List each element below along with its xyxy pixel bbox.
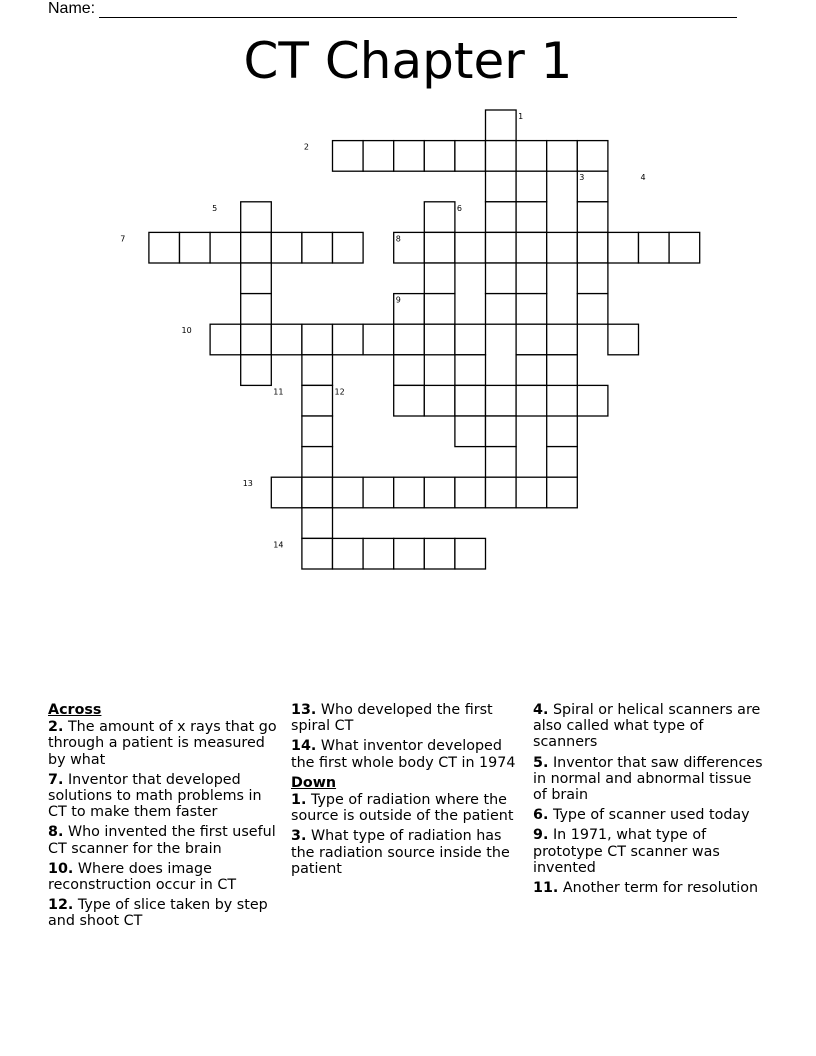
grid-cell[interactable]	[547, 232, 578, 263]
down-clue	[533, 702, 767, 751]
grid-cell[interactable]	[363, 324, 394, 355]
clue-text: What inventor developed the first whole body CT in 1974	[291, 738, 516, 771]
clue-number: 5.	[533, 754, 549, 771]
grid-cell[interactable]	[424, 538, 455, 569]
grid-cell[interactable]	[424, 477, 455, 508]
grid-cell[interactable]	[455, 355, 486, 386]
grid-cell[interactable]	[486, 385, 517, 416]
grid-cell[interactable]	[333, 141, 364, 172]
grid-cell[interactable]	[302, 324, 333, 355]
grid-cell[interactable]	[241, 263, 272, 294]
down-clue	[291, 792, 525, 824]
grid-cell[interactable]	[516, 385, 547, 416]
clue-text: Who developed the first spiral CT	[291, 702, 493, 735]
grid-cell[interactable]	[302, 477, 333, 508]
grid-cell[interactable]	[455, 385, 486, 416]
clue-number: 9.	[533, 827, 549, 844]
grid-cell[interactable]	[302, 447, 333, 478]
grid-cell[interactable]	[455, 538, 486, 569]
grid-cell[interactable]	[577, 385, 608, 416]
grid-cell[interactable]	[669, 232, 700, 263]
grid-cell[interactable]	[516, 202, 547, 233]
grid-cell[interactable]	[486, 447, 517, 478]
grid-cell[interactable]	[547, 477, 578, 508]
down-clue	[533, 807, 767, 823]
clue-number-label: 3	[579, 173, 585, 183]
clue-text: Inventor that developed solutions to math problems in CT to make them faster	[48, 771, 262, 821]
grid-cell[interactable]	[516, 477, 547, 508]
grid-cell[interactable]	[424, 232, 455, 263]
clue-column-3	[533, 702, 767, 900]
grid-cell[interactable]	[241, 355, 272, 386]
clue-text: What type of radiation has the radiation source inside the patient	[291, 828, 510, 877]
grid-cell[interactable]	[516, 171, 547, 202]
grid-cell[interactable]	[210, 324, 241, 355]
grid-cell[interactable]	[271, 324, 302, 355]
grid-cell[interactable]	[547, 447, 578, 478]
across-clue	[48, 861, 284, 893]
grid-cell[interactable]	[333, 324, 364, 355]
grid-cell[interactable]	[516, 232, 547, 263]
grid-cell[interactable]	[302, 385, 333, 416]
grid-cell[interactable]	[486, 477, 517, 508]
grid-cell[interactable]	[486, 294, 517, 325]
across-clue	[291, 702, 525, 734]
grid-cell[interactable]	[577, 141, 608, 172]
grid-cell[interactable]	[516, 141, 547, 172]
clue-number-label: 5	[212, 203, 218, 213]
clue-number: 4.	[533, 702, 549, 718]
grid-cell[interactable]	[455, 324, 486, 355]
grid-cell[interactable]	[424, 202, 455, 233]
down-clue	[533, 755, 767, 804]
clue-text: Spiral or helical scanners are also called what type of scanners	[533, 702, 761, 751]
grid-cell[interactable]	[547, 355, 578, 386]
grid-cell[interactable]	[516, 294, 547, 325]
grid-cell[interactable]	[639, 232, 670, 263]
grid-cell[interactable]	[302, 416, 333, 447]
grid-cell[interactable]	[241, 232, 272, 263]
clue-number-label: 10	[181, 326, 192, 336]
clue-number-label: 14	[273, 540, 284, 550]
clue-column-2	[291, 702, 525, 881]
down-clue	[533, 827, 767, 876]
grid-cell[interactable]	[516, 355, 547, 386]
grid-cell[interactable]	[149, 232, 180, 263]
grid-cell[interactable]	[363, 141, 394, 172]
grid-cell[interactable]	[302, 355, 333, 386]
clue-number: 1.	[291, 792, 307, 809]
grid-cell[interactable]	[577, 232, 608, 263]
grid-cell[interactable]	[363, 477, 394, 508]
down-heading: Down	[291, 774, 337, 791]
grid-cell[interactable]	[486, 141, 517, 172]
grid-cell[interactable]	[455, 416, 486, 447]
grid-cell[interactable]	[271, 477, 302, 508]
grid-cell[interactable]	[516, 324, 547, 355]
grid-cell[interactable]	[394, 141, 425, 172]
grid-cell[interactable]	[608, 324, 639, 355]
clue-number-label: 9	[395, 295, 401, 305]
clue-number-label: 7	[120, 234, 126, 244]
clue-number: 8.	[48, 824, 64, 841]
clue-number: 13.	[291, 702, 317, 718]
grid-cell[interactable]	[577, 263, 608, 294]
clue-column-1	[48, 702, 284, 934]
grid-cell[interactable]	[241, 294, 272, 325]
grid-cell[interactable]	[394, 477, 425, 508]
grid-cell[interactable]	[486, 232, 517, 263]
clue-number: 12.	[48, 897, 74, 914]
grid-cell[interactable]	[424, 141, 455, 172]
across-clue	[48, 719, 284, 768]
clue-number-label: 4	[640, 173, 646, 183]
clue-text: Who invented the first useful CT scanner for the brain	[48, 824, 276, 857]
grid-cell[interactable]	[394, 385, 425, 416]
grid-cell[interactable]	[577, 294, 608, 325]
across-heading: Across	[48, 702, 102, 718]
name-label: Name:	[48, 0, 96, 17]
across-clue	[48, 824, 284, 856]
clue-number-label: 1	[518, 112, 524, 121]
grid-cell[interactable]	[394, 355, 425, 386]
grid-cell[interactable]	[333, 538, 364, 569]
grid-cell[interactable]	[302, 538, 333, 569]
clue-number: 6.	[533, 807, 549, 824]
grid-cell[interactable]	[547, 416, 578, 447]
down-clue	[291, 828, 525, 877]
grid-cell[interactable]	[333, 232, 364, 263]
grid-cell[interactable]	[424, 294, 455, 325]
clue-number: 3.	[291, 828, 307, 845]
across-clue	[48, 772, 284, 821]
grid-cell[interactable]	[424, 385, 455, 416]
grid-cell[interactable]	[424, 263, 455, 294]
grid-cell[interactable]	[271, 232, 302, 263]
clue-text: Type of slice taken by step and shoot CT	[48, 897, 268, 930]
grid-cell[interactable]	[486, 110, 517, 141]
grid-cell[interactable]	[486, 416, 517, 447]
grid-cell[interactable]	[455, 232, 486, 263]
across-clue	[291, 738, 525, 770]
grid-cell[interactable]	[608, 232, 639, 263]
grid-cell[interactable]	[302, 508, 333, 539]
grid-cell[interactable]	[547, 324, 578, 355]
grid-cell[interactable]	[210, 232, 241, 263]
clue-number-label: 2	[303, 142, 309, 152]
grid-cell[interactable]	[486, 263, 517, 294]
clue-text: Another term for resolution	[562, 880, 759, 897]
grid-cell[interactable]	[424, 324, 455, 355]
clue-text: Where does image reconstruction occur in CT	[48, 860, 237, 894]
grid-cell[interactable]	[363, 538, 394, 569]
clue-number-label: 11	[273, 387, 284, 397]
grid-cell[interactable]	[333, 477, 364, 508]
grid-cell[interactable]	[486, 171, 517, 202]
page-title: CT Chapter 1	[243, 32, 573, 90]
grid-cell[interactable]	[577, 202, 608, 233]
clue-text: Type of radiation where the source is outside of the patient	[291, 792, 514, 825]
grid-cell[interactable]	[394, 324, 425, 355]
grid-cell[interactable]	[241, 324, 272, 355]
clue-text: In 1971, what type of prototype CT scanner was invented	[533, 827, 720, 876]
clue-number: 10.	[48, 860, 74, 877]
down-clue	[533, 880, 767, 896]
grid-cell[interactable]	[547, 141, 578, 172]
grid-cell[interactable]	[394, 538, 425, 569]
clue-number: 11.	[533, 880, 559, 897]
clue-number: 14.	[291, 738, 317, 755]
clue-number-label: 12	[334, 387, 345, 397]
grid-cell[interactable]	[455, 141, 486, 172]
clue-text: The amount of x rays that go through a patient is measured by what	[48, 719, 277, 768]
grid-cell[interactable]	[455, 477, 486, 508]
grid-cell[interactable]	[302, 232, 333, 263]
clue-number: 7.	[48, 771, 64, 788]
clue-number-label: 8	[395, 234, 401, 244]
clue-text: Type of scanner used today	[552, 807, 750, 824]
clue-text: Inventor that saw differences in normal and abnormal tissue of brain	[533, 754, 763, 804]
grid-cell[interactable]	[486, 202, 517, 233]
across-clue	[48, 897, 284, 929]
grid-cell[interactable]	[180, 232, 211, 263]
clue-number-label: 6	[456, 203, 462, 213]
clue-number: 2.	[48, 719, 64, 736]
clue-number-label: 13	[242, 479, 253, 489]
grid-cell[interactable]	[241, 202, 272, 233]
grid-cell[interactable]	[516, 263, 547, 294]
